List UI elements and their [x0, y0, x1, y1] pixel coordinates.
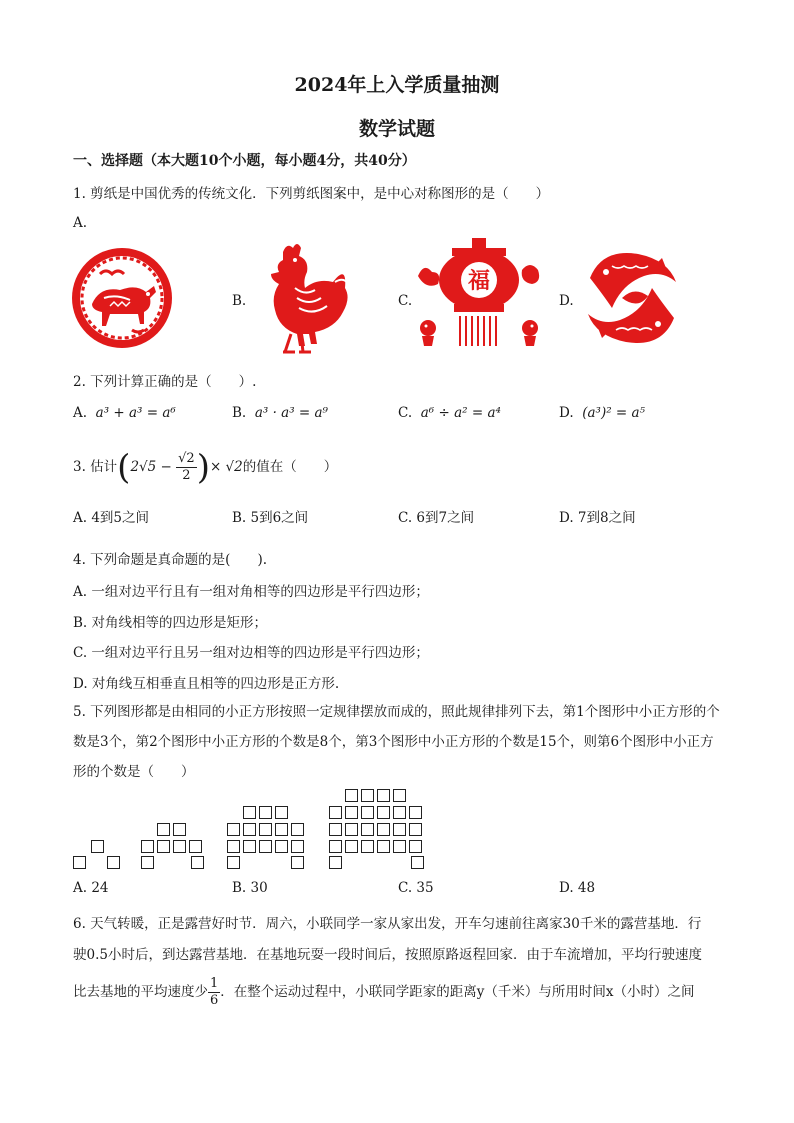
- q3-suffix: 的值在（ ）: [242, 459, 338, 475]
- q2-option-a-expr: a³ + a³ = a⁶: [95, 405, 176, 421]
- square: [393, 789, 406, 802]
- q1-label-a: A.: [73, 215, 88, 231]
- square: [73, 856, 86, 869]
- q3-fraction: $\frac{√2}{2}$: [178, 451, 195, 483]
- square: [377, 840, 390, 853]
- q2-option-d-label: D.: [559, 405, 574, 421]
- lantern-fu-character: 福: [467, 268, 491, 294]
- q5-option-b[interactable]: B. 30: [232, 880, 268, 896]
- exam-subtitle: 数学试题: [358, 118, 435, 140]
- square: [329, 823, 342, 836]
- q3-option-b[interactable]: B. 5到6之间: [232, 510, 309, 526]
- q2-option-b-expr: a³ · a³ = a⁹: [254, 405, 328, 421]
- square: [361, 806, 374, 819]
- q2-option-a[interactable]: [73, 405, 176, 421]
- q6-fraction: $\frac{1}{6}$: [210, 976, 219, 1008]
- square: [189, 840, 202, 853]
- q5-option-c[interactable]: C. 35: [398, 880, 434, 896]
- q3-prefix: 3. 估计: [73, 459, 118, 475]
- square: [361, 840, 374, 853]
- square: [377, 789, 390, 802]
- square: [259, 806, 272, 819]
- square: [157, 840, 170, 853]
- papercut-rooster-image: [255, 238, 355, 356]
- q1-stem: 1. 剪纸是中国优秀的传统文化．下列剪纸图案中，是中心对称图形的是（ ）: [73, 186, 550, 202]
- square: [275, 840, 288, 853]
- square: [329, 806, 342, 819]
- square: [91, 840, 104, 853]
- square: [345, 789, 358, 802]
- square: [243, 806, 256, 819]
- section-heading: 一、选择题（本大题10个小题，每小题4分，共40分）: [73, 153, 416, 169]
- square: [173, 840, 186, 853]
- square: [393, 840, 406, 853]
- square: [345, 806, 358, 819]
- square: [409, 823, 422, 836]
- q2-option-a-label: A.: [73, 405, 88, 421]
- q3-option-d[interactable]: D. 7到8之间: [559, 510, 636, 526]
- q3-option-a[interactable]: A. 4到5之间: [73, 510, 150, 526]
- square: [329, 856, 342, 869]
- q5-option-a[interactable]: A. 24: [73, 880, 109, 896]
- square: [141, 856, 154, 869]
- square: [411, 856, 424, 869]
- square: [275, 806, 288, 819]
- square: [173, 823, 186, 836]
- square: [291, 823, 304, 836]
- q4-stem: 4. 下列命题是真命题的是( ).: [73, 552, 267, 568]
- square: [227, 840, 240, 853]
- q1-label-b: B.: [232, 293, 247, 309]
- square: [393, 823, 406, 836]
- q3-expr-a: 2√5 −: [130, 459, 172, 475]
- square: [291, 840, 304, 853]
- q3-stem: 3. 估计(2√5 − $\frac{√2}{2}$ )× √2的值在（ ）: [73, 447, 338, 488]
- q2-stem: 2. 下列计算正确的是（ ）.: [73, 374, 257, 390]
- q2-option-d-expr: (a³)² = a⁵: [582, 405, 645, 421]
- q2-option-b-label: B.: [232, 405, 247, 421]
- q6-line-3b: ．在整个运动过程中，小联同学距家的距离y（千米）与所用时间x（小时）之间: [220, 984, 695, 1000]
- q2-option-c[interactable]: [398, 405, 501, 421]
- square: [377, 823, 390, 836]
- q4-option-a[interactable]: A. 一组对边平行且有一组对角相等的四边形是平行四边形；: [73, 584, 429, 600]
- square: [227, 856, 240, 869]
- square: [361, 789, 374, 802]
- square: [275, 823, 288, 836]
- papercut-fish-image: [582, 248, 682, 348]
- q2-option-c-label: C.: [398, 405, 413, 421]
- q1-label-c: C.: [398, 293, 413, 309]
- q3-expr-b: × √2: [209, 459, 243, 475]
- papercut-ox-image: [70, 246, 174, 350]
- square: [259, 840, 272, 853]
- exam-title: 2024年上入学质量抽测: [294, 74, 500, 96]
- q2-option-b[interactable]: [232, 405, 328, 421]
- q2-option-d[interactable]: [559, 405, 645, 421]
- q6-line-3a: 比去基地的平均速度少: [73, 984, 208, 1000]
- square: [107, 856, 120, 869]
- square: [243, 840, 256, 853]
- square: [409, 840, 422, 853]
- square: [329, 840, 342, 853]
- q4-option-b[interactable]: B. 对角线相等的四边形是矩形；: [73, 615, 268, 631]
- square: [345, 840, 358, 853]
- q2-option-c-expr: a⁶ ÷ a² = a⁴: [420, 405, 501, 421]
- square: [157, 823, 170, 836]
- square: [141, 840, 154, 853]
- square: [243, 823, 256, 836]
- square: [345, 823, 358, 836]
- square: [259, 823, 272, 836]
- q4-option-c[interactable]: C. 一组对边平行且另一组对边相等的四边形是平行四边形；: [73, 645, 429, 661]
- square: [377, 806, 390, 819]
- q5-option-d[interactable]: D. 48: [559, 880, 596, 896]
- q6-line-2: 驶0.5小时后，到达露营基地．在基地玩耍一段时间后，按照原路返程回家．由于车流增加，平均行驶速度: [73, 947, 702, 963]
- q6-line-3: [73, 970, 695, 1014]
- q3-option-c[interactable]: C. 6到7之间: [398, 510, 475, 526]
- q1-label-d: D.: [559, 293, 574, 309]
- q5-stem: 5. 下列图形都是由相同的小正方形按照一定规律摆放而成的，照此规律排列下去，第1个图形中小正方形的个数是3个，第2个图形中小正方形的个数是8个，第3个图形中小正方形的个数是15个，则第6个图形中小正方形的个数是（ ）: [73, 704, 720, 780]
- square: [227, 823, 240, 836]
- q4-option-d[interactable]: D. 对角线互相垂直且相等的四边形是正方形.: [73, 676, 340, 692]
- q6-line-1: 6. 天气转暖，正是露营好时节．周六，小联同学一家从家出发，开车匀速前往离家30千米的露营基地．行: [73, 916, 702, 932]
- square: [393, 806, 406, 819]
- papercut-lantern-image: [414, 236, 544, 354]
- square: [361, 823, 374, 836]
- square: [409, 806, 422, 819]
- square: [191, 856, 204, 869]
- square: [291, 856, 304, 869]
